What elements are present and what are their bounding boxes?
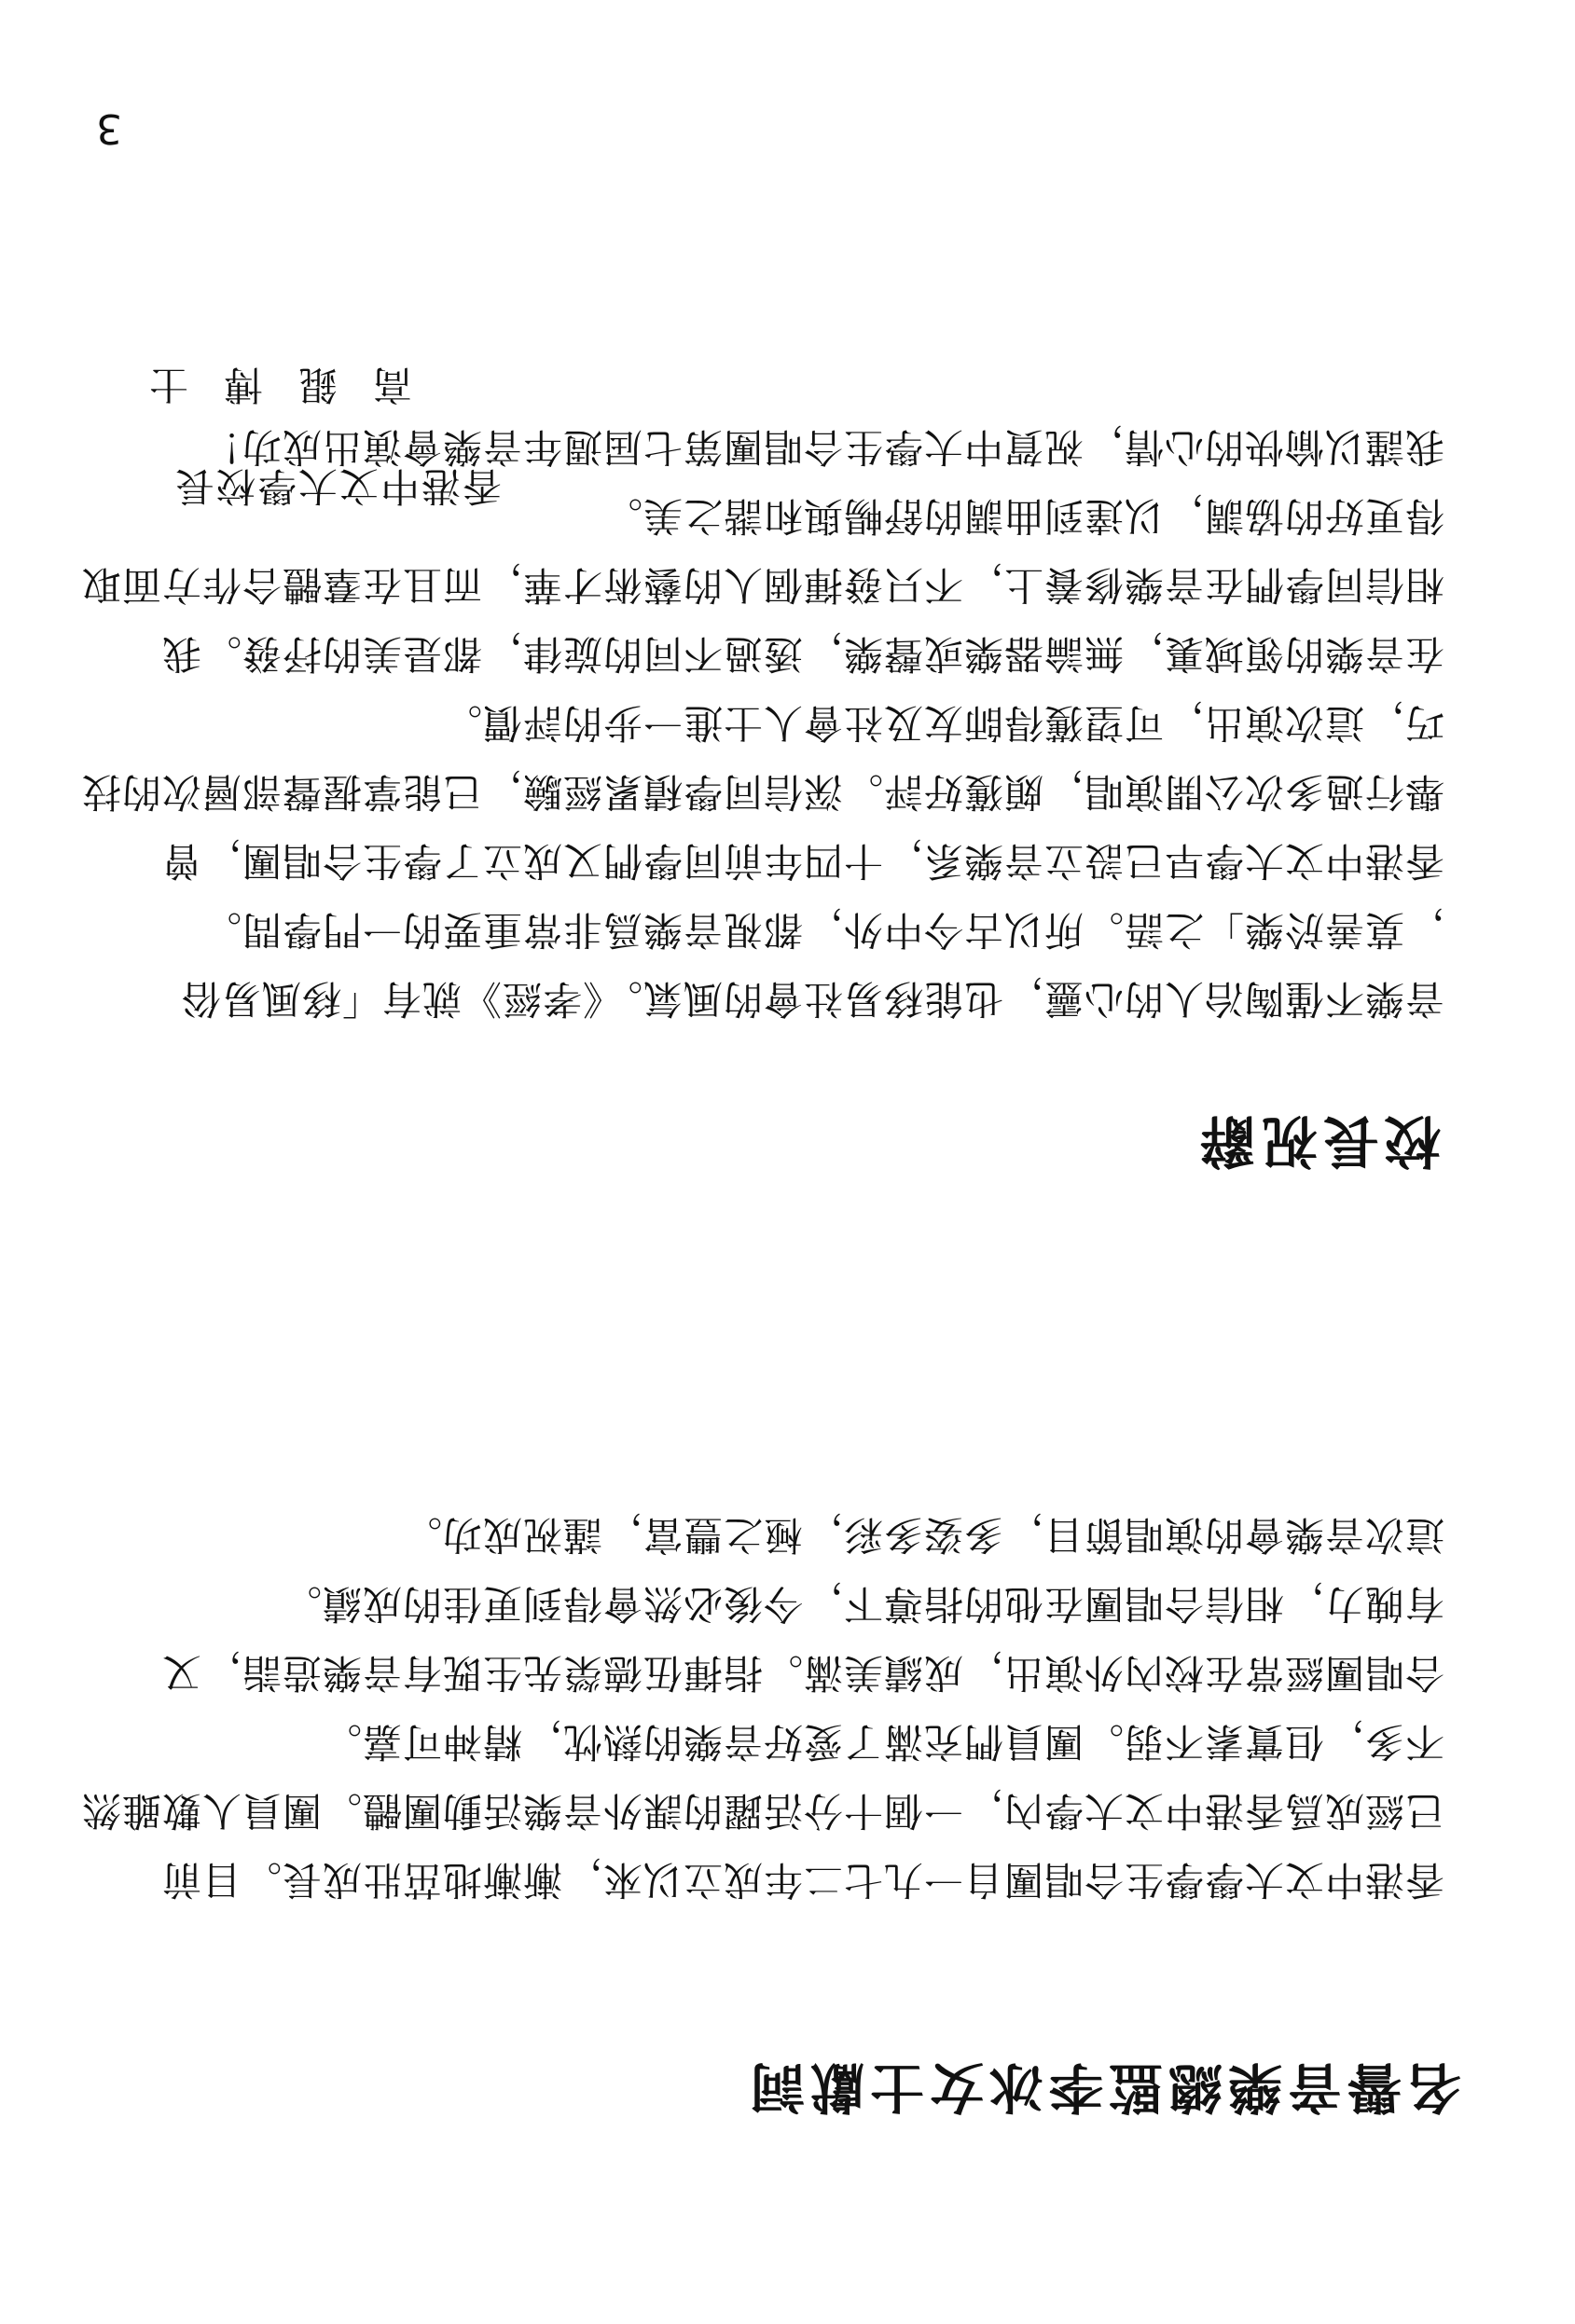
speech-title: 校長祝辭: [1195, 1107, 1441, 1173]
signature-name: 高錕博士: [113, 362, 412, 407]
speech-line: 得更好的協調，以達到曲調的舒暢與和諧之美。: [601, 493, 1444, 539]
speech-line: 相信同學們在音樂修養上，不只發揮個人的藝術才華，而且在羣體合作方面取: [80, 562, 1444, 608]
signature-title: 香港中文大學校長: [173, 463, 502, 509]
speech-line: 我謹以愉快的心情，祝賀中大學生合唱團第七屆週年音樂會演出成功！: [200, 424, 1444, 470]
speech-line: 在音樂的領域裏，無論器樂或聲樂，透過不同的旋律，都是美的抒發。我: [160, 631, 1444, 677]
message-line: 合唱團經常在校內外演出，成績美滿。指揮伍德榮先生既有音樂造詣，又: [160, 1650, 1444, 1696]
message-line: 不多，但實素不弱。團員們充滿了愛好音樂的熱忱，精神可嘉。: [321, 1719, 1444, 1765]
speech-line: 巧，這次演出，可望獲得師友及社會人士進一步的評價。: [441, 700, 1444, 746]
speech-line: 舉行過多次公開演唱，頗獲好評。深信同學積累經驗，已能掌握聲部層次的技: [80, 769, 1444, 815]
speech-line: 音樂不僅陶冶人的心靈，也能移易社會的風氣。《孝經》就有「移風易俗: [180, 976, 1444, 1022]
page-number: 3: [96, 104, 122, 152]
message-line: 已經成爲香港中文大學內，一個十分活躍的課外音樂活動團體。團員人數雖然: [80, 1788, 1444, 1834]
message-body: [80, 1500, 1444, 1914]
message-line: 香港中文大學學生合唱團自一九七二年成立以來，漸漸地茁壯成長。目前: [160, 1857, 1444, 1903]
speech-line: ，莫善於樂」之語。所以古今中外，都視音樂爲非常重要的一門學問。: [200, 907, 1444, 953]
message-line: 有魄力，相信合唱團在他的指導下，今後必然會得到更佳的成績。: [281, 1581, 1444, 1627]
message-title: 名譽音樂總監李冰女士獻詞: [744, 2056, 1461, 2119]
message-line: 這次音樂會的演唱節目，多姿多彩，極之豐富，謹祝成功。: [401, 1512, 1444, 1558]
speech-line: 香港中文大學早已設立音樂系，十四年前同學們又成立了學生合唱團，曾: [160, 838, 1444, 884]
